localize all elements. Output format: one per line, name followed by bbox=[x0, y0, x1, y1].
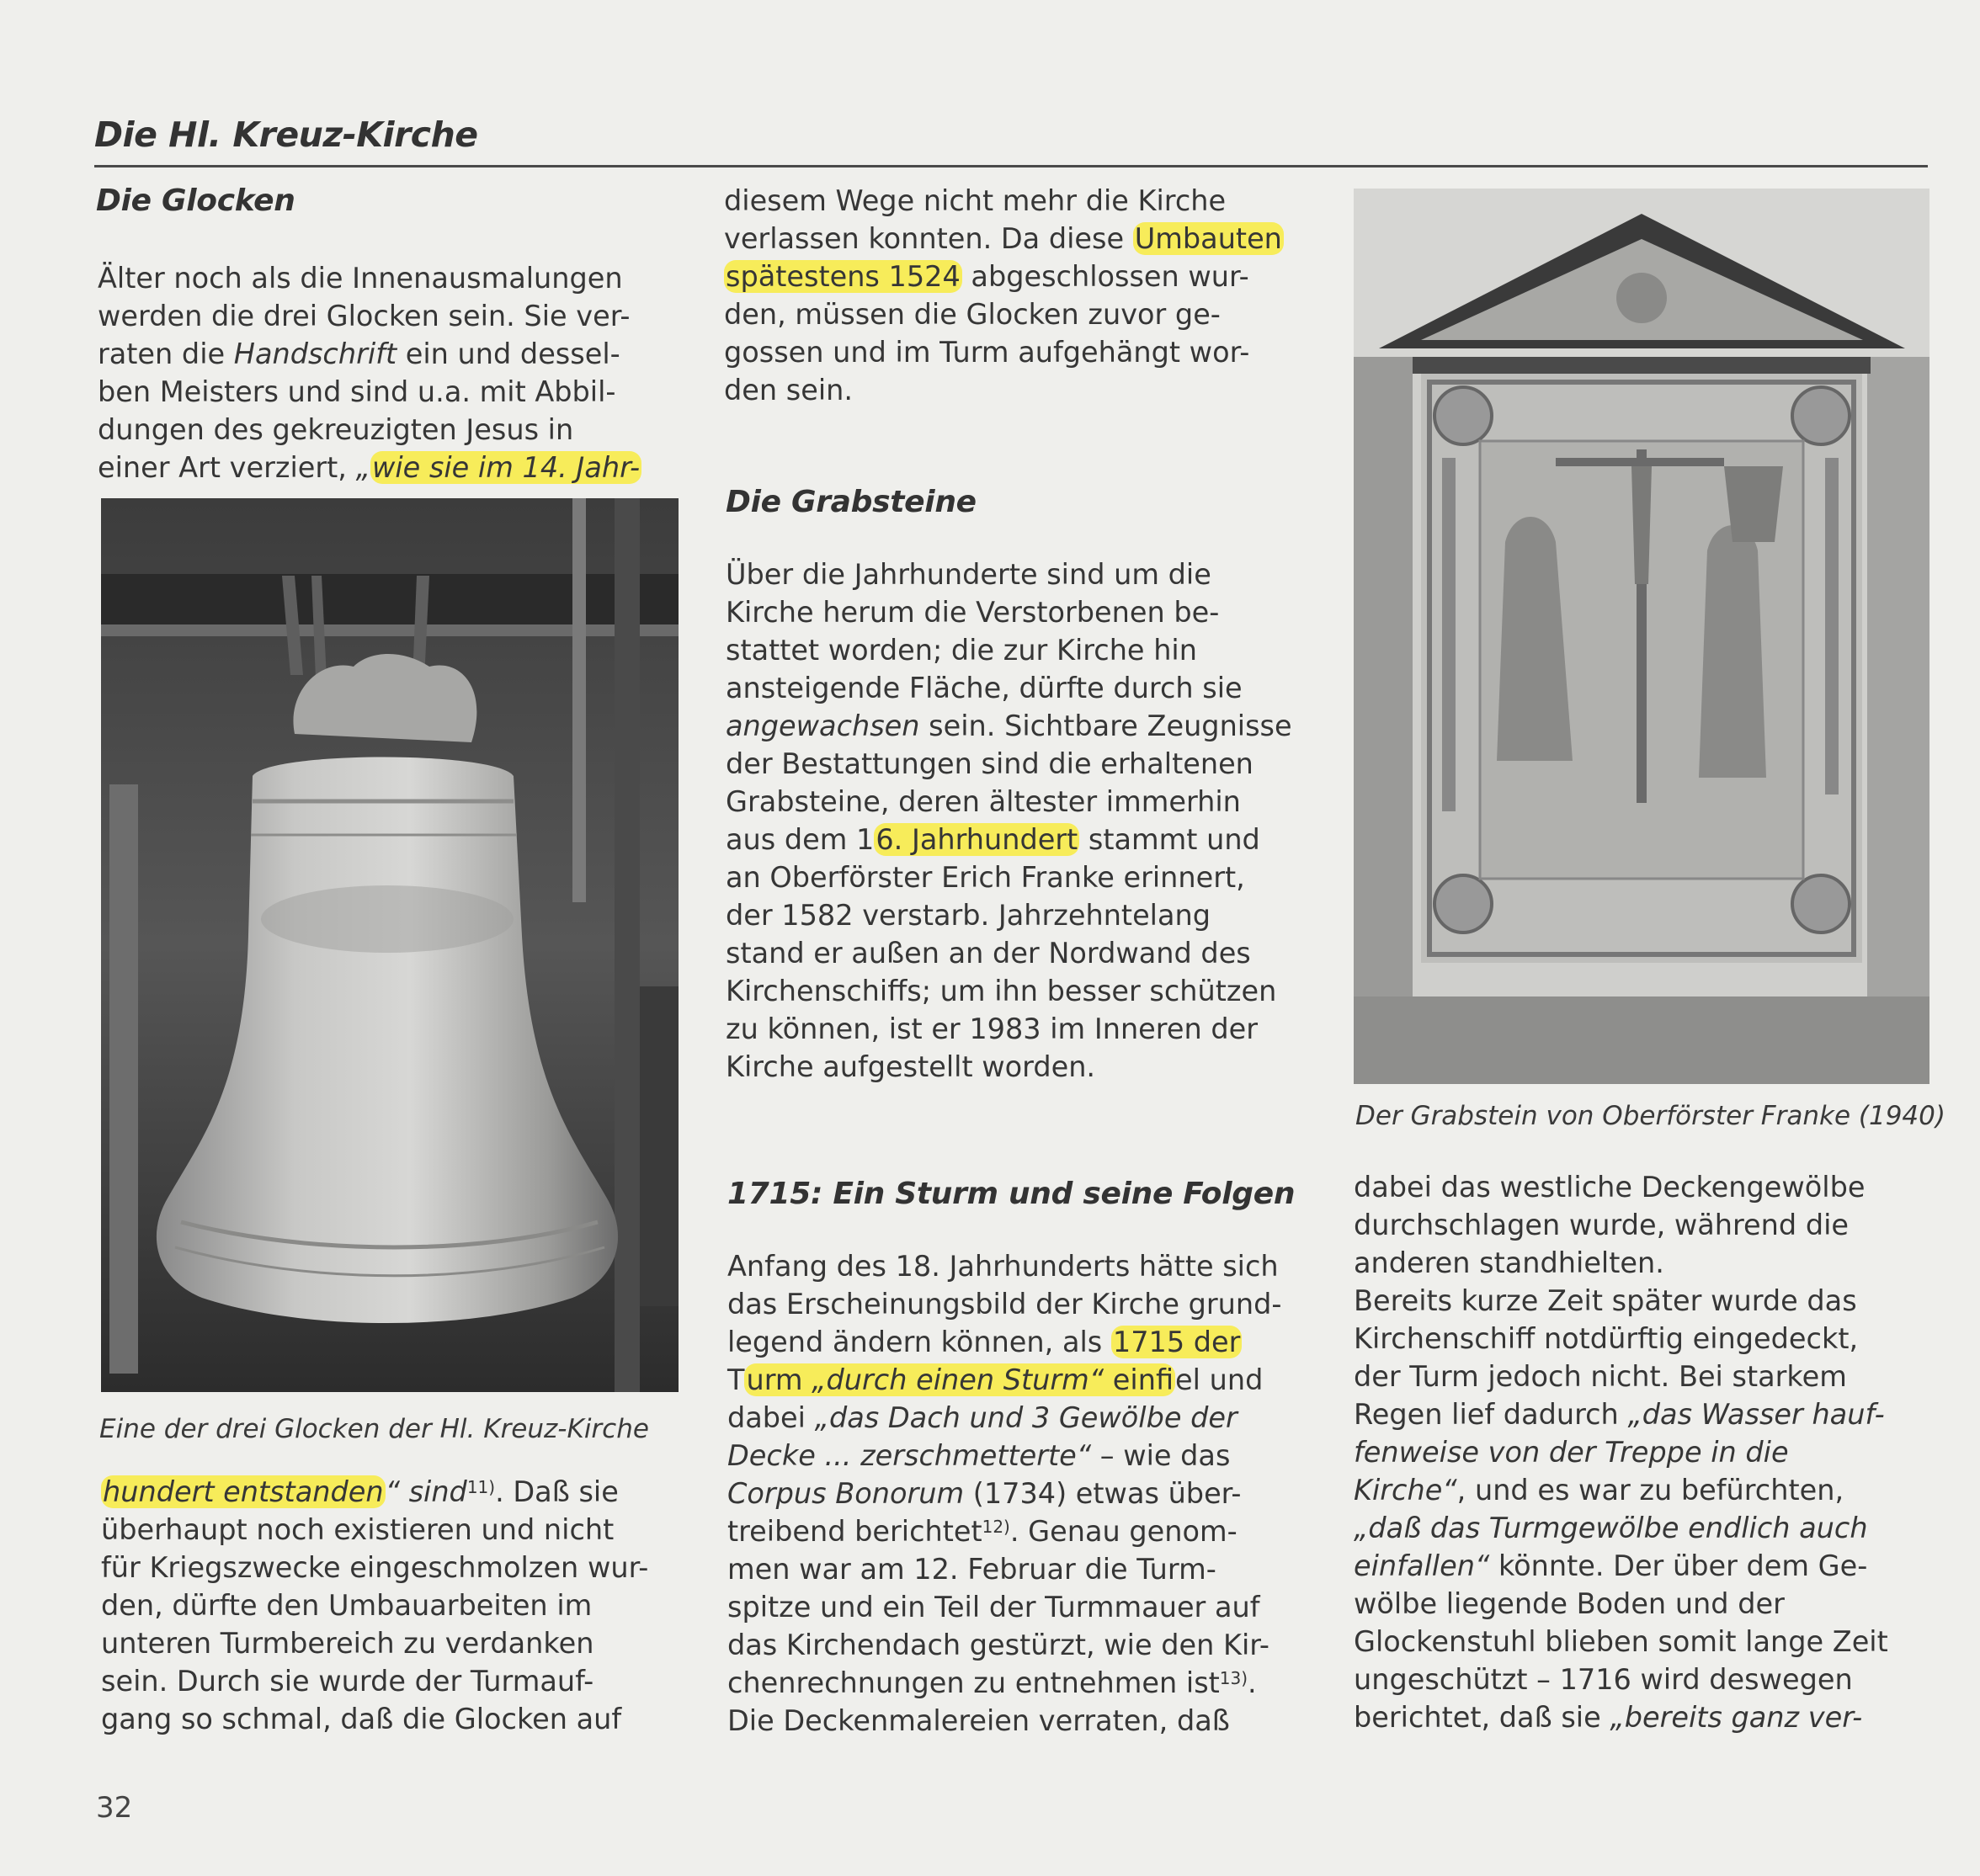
text-line: fenweise von der Treppe in die bbox=[1354, 1436, 1789, 1469]
text-line: Decke ... zerschmetterte“ – wie das bbox=[727, 1439, 1231, 1472]
gravestone-image bbox=[1354, 189, 1929, 1084]
sturm-paragraph bbox=[727, 1247, 1281, 1740]
text-line: gang so schmal, daß die Glocken auf bbox=[101, 1703, 622, 1735]
emphasis: Handschrift bbox=[233, 337, 397, 370]
text-line: den, müssen die Glocken zuvor ge- bbox=[724, 298, 1221, 331]
header-rule bbox=[94, 165, 1928, 167]
text-line: für Kriegszwecke eingeschmolzen wur- bbox=[101, 1551, 649, 1584]
text-line: stattet worden; die zur Kirche hin bbox=[726, 634, 1197, 667]
highlight-marker: 6. Jahrhundert bbox=[876, 823, 1078, 856]
text-line: chenrechnungen zu entnehmen ist$^{13)}$. bbox=[727, 1666, 1257, 1699]
footnote-ref: 11) bbox=[466, 1477, 496, 1497]
text-line: „daß das Turmgewölbe endlich auch bbox=[1354, 1512, 1868, 1544]
footnote-ref: 12) bbox=[982, 1517, 1010, 1537]
bell-image bbox=[101, 498, 679, 1392]
grabsteine-paragraph bbox=[726, 555, 1292, 1086]
highlight-marker: wie sie im 14. Jahr- bbox=[371, 451, 641, 484]
text-line: ansteigende Fläche, dürfte durch sie bbox=[726, 672, 1243, 704]
text-line: Kirchenschiff notdürftig eingedeckt, bbox=[1354, 1322, 1859, 1355]
bell-photo bbox=[101, 498, 679, 1392]
text-line: einfallen“ könnte. Der über dem Ge- bbox=[1354, 1549, 1868, 1582]
text-line: legend ändern können, als 1715 der bbox=[727, 1326, 1241, 1358]
text-line: hundert entstanden“ sind$^{11)}$. Daß sie bbox=[103, 1475, 619, 1508]
text-line: einer Art verziert, „wie sie im 14. Jahr- bbox=[98, 451, 641, 484]
text-line: Anfang des 18. Jahrhunderts hätte sich bbox=[727, 1250, 1279, 1283]
text-line: wölbe liegende Boden und der bbox=[1354, 1587, 1785, 1620]
text-line: treibend berichtet$^{12)}$. Genau genom- bbox=[727, 1515, 1238, 1548]
text-line: ben Meisters und sind u.a. mit Abbil- bbox=[98, 375, 616, 408]
bell-photo-caption: Eine der drei Glocken der Hl. Kreuz-Kirche bbox=[99, 1414, 649, 1444]
emphasis: Corpus Bonorum bbox=[727, 1477, 965, 1510]
text-line: das Erscheinungsbild der Kirche grund- bbox=[727, 1288, 1282, 1321]
text-line: Kirche aufgestellt worden. bbox=[726, 1050, 1096, 1083]
text-line: der Turm jedoch nicht. Bei starkem bbox=[1354, 1360, 1847, 1393]
text-line: dabei „das Dach und 3 Gewölbe der bbox=[727, 1401, 1238, 1434]
text-line: spitze und ein Teil der Turmmauer auf bbox=[727, 1591, 1260, 1624]
footnote-ref: 13) bbox=[1219, 1668, 1248, 1688]
highlight-marker: 1715 der bbox=[1112, 1326, 1241, 1358]
text-line: Grabsteine, deren ältester immerhin bbox=[726, 785, 1241, 818]
text-line: dungen des gekreuzigten Jesus in bbox=[98, 413, 574, 446]
text-line: Kirche herum die Verstorbenen be- bbox=[726, 596, 1220, 629]
emphasis: angewachsen bbox=[726, 709, 920, 742]
text-line: angewachsen sein. Sichtbare Zeugnisse bbox=[726, 709, 1292, 742]
text-line: zu können, ist er 1983 im Inneren der bbox=[726, 1012, 1258, 1045]
text-line: Kirche“, und es war zu befürchten, bbox=[1354, 1474, 1844, 1507]
text-line: Turm „durch einen Sturm“ einfiel und bbox=[727, 1363, 1264, 1396]
text-line: diesem Wege nicht mehr die Kirche bbox=[724, 184, 1227, 217]
highlight-marker: spätestens 1524 bbox=[726, 260, 961, 293]
text-line: aus dem 16. Jahrhundert stammt und bbox=[726, 823, 1260, 856]
text-line: anderen standhielten. bbox=[1354, 1246, 1664, 1279]
text-line: Über die Jahrhunderte sind um die bbox=[726, 558, 1211, 591]
text-line: men war am 12. Februar die Turm- bbox=[727, 1553, 1216, 1586]
text-line: Die Deckenmalereien verraten, daß bbox=[727, 1704, 1230, 1737]
text-line: der Bestattungen sind die erhaltenen bbox=[726, 747, 1253, 780]
text-line: Älter noch als die Innenausmalungen bbox=[98, 262, 623, 295]
gravestone-photo bbox=[1354, 189, 1929, 1084]
text-line: Corpus Bonorum (1734) etwas über- bbox=[727, 1477, 1242, 1510]
heading-1715-sturm: 1715: Ein Sturm und seine Folgen bbox=[727, 1177, 1296, 1211]
text-line: unteren Turmbereich zu verdanken bbox=[101, 1627, 594, 1660]
text-line: berichtet, daß sie „bereits ganz ver- bbox=[1354, 1701, 1863, 1734]
text-line: verlassen konnten. Da diese Umbauten bbox=[724, 222, 1282, 255]
text-line: spätestens 1524 abgeschlossen wur- bbox=[726, 260, 1249, 293]
highlight-marker: Umbauten bbox=[1134, 222, 1282, 255]
text-line: überhaupt noch existieren und nicht bbox=[101, 1513, 615, 1546]
text-line: werden die drei Glocken sein. Sie ver- bbox=[98, 300, 631, 332]
text-line: gossen und im Turm aufgehängt wor- bbox=[724, 336, 1250, 369]
heading-die-grabsteine: Die Grabsteine bbox=[726, 485, 977, 519]
text-line: den sein. bbox=[724, 374, 854, 407]
text-line: ungeschützt – 1716 wird deswegen bbox=[1354, 1663, 1853, 1696]
text-line: Bereits kurze Zeit später wurde das bbox=[1354, 1284, 1857, 1317]
col3-paragraph bbox=[1354, 1168, 1888, 1736]
text-line: das Kirchendach gestürzt, wie den Kir- bbox=[727, 1629, 1269, 1661]
heading-die-glocken: Die Glocken bbox=[96, 183, 295, 218]
text-line: an Oberförster Erich Franke erinnert, bbox=[726, 861, 1245, 894]
text-line: der 1582 verstarb. Jahrzehntelang bbox=[726, 899, 1211, 932]
glocken-continued-paragraph bbox=[101, 1473, 648, 1738]
gravestone-photo-caption: Der Grabstein von Oberförster Franke (1940) bbox=[1355, 1101, 1945, 1131]
highlight-marker: hundert entstanden bbox=[103, 1475, 384, 1508]
text-line: durchschlagen wurde, während die bbox=[1354, 1209, 1850, 1241]
glocken-end-paragraph bbox=[724, 182, 1284, 409]
text-line: dabei das westliche Deckengewölbe bbox=[1354, 1171, 1866, 1204]
text-line: raten die Handschrift ein und dessel- bbox=[98, 337, 620, 370]
text-line: stand er außen an der Nordwand des bbox=[726, 937, 1251, 970]
text-line: Kirchenschiffs; um ihn besser schützen bbox=[726, 975, 1277, 1007]
glocken-intro-paragraph bbox=[98, 259, 641, 486]
chapter-title: Die Hl. Kreuz-Kirche bbox=[94, 114, 478, 155]
text-line: sein. Durch sie wurde der Turmauf- bbox=[101, 1665, 594, 1698]
highlight-marker: urm „durch einen Sturm“ einfi bbox=[746, 1363, 1174, 1396]
text-line: den, dürfte den Umbauarbeiten im bbox=[101, 1589, 593, 1622]
text-line: Regen lief dadurch „das Wasser hauf- bbox=[1354, 1398, 1885, 1431]
text-line: Glockenstuhl blieben somit lange Zeit bbox=[1354, 1625, 1888, 1658]
page-number: 32 bbox=[96, 1791, 133, 1825]
